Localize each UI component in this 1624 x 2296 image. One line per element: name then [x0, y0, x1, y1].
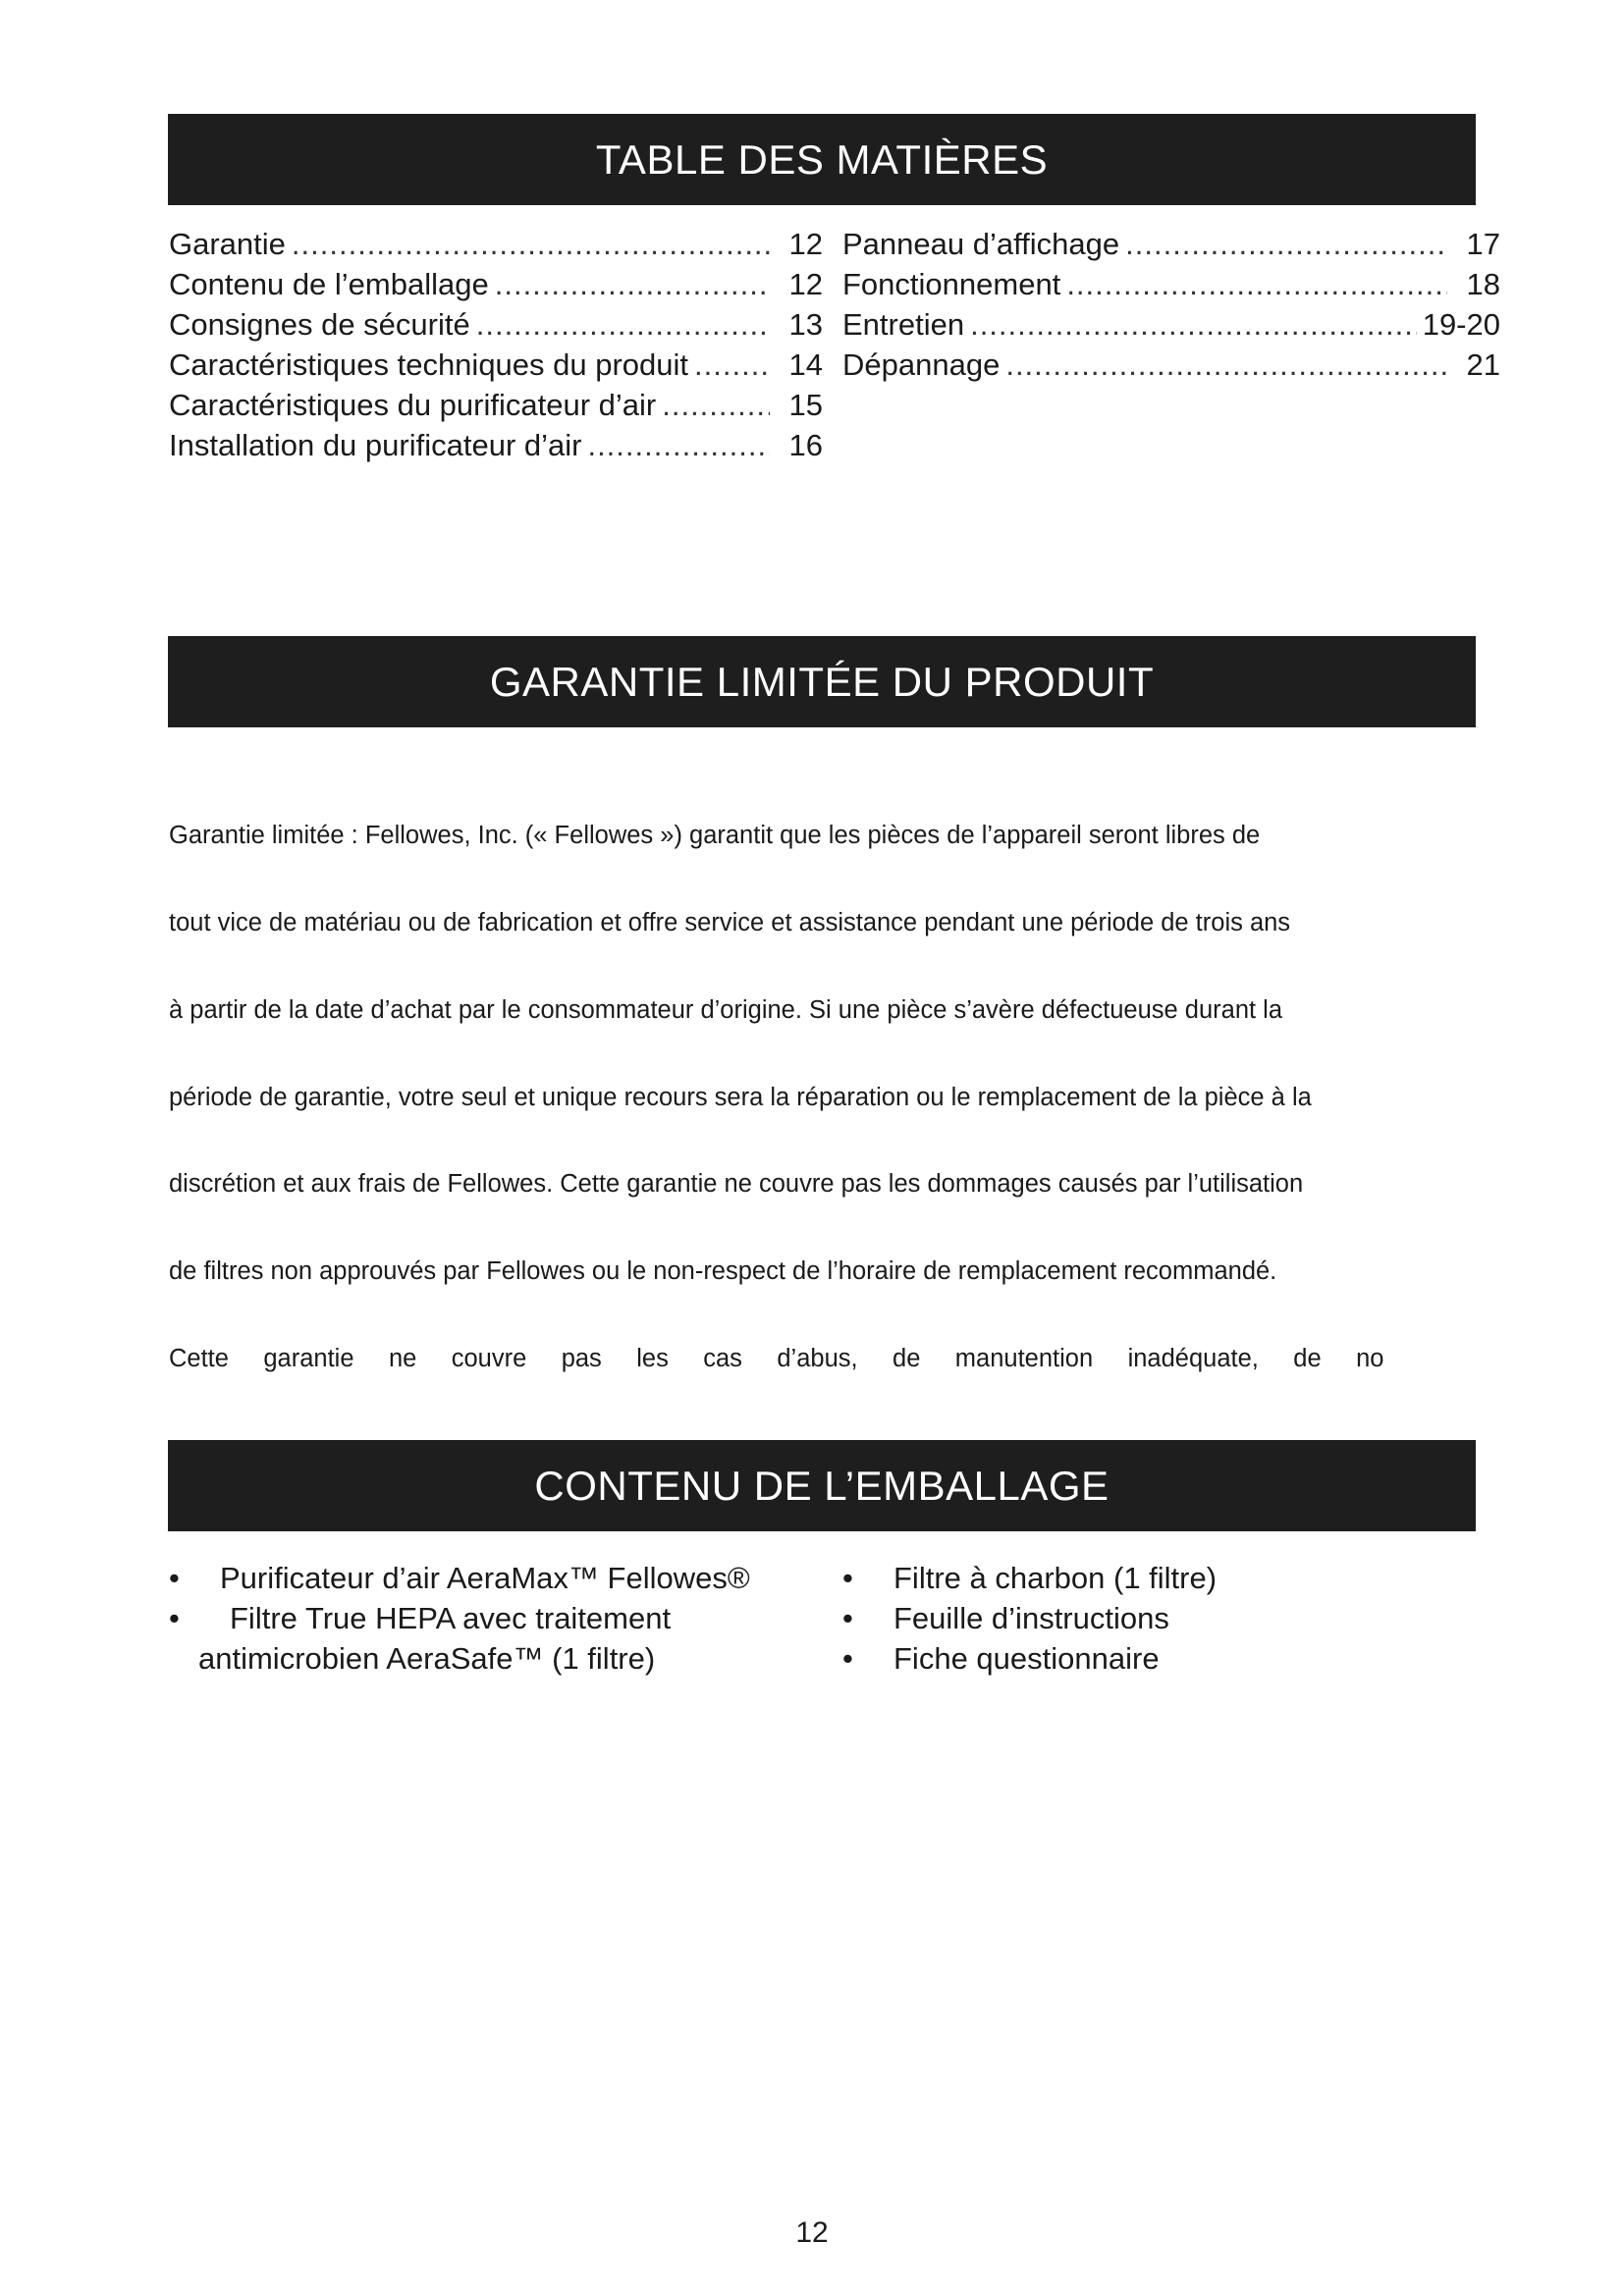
toc-entry-page: 12 [788, 227, 823, 261]
toc-entry-page: 19-20 [1422, 307, 1500, 342]
page-number: 12 [795, 2216, 829, 2249]
toc-entry-label: Caractéristiques du purificateur d’air [169, 388, 657, 422]
warranty-text [169, 764, 1543, 1382]
package-right-list [842, 1558, 1481, 1679]
package-left-list [169, 1558, 807, 1679]
toc-leader-dots [1005, 345, 1447, 385]
warranty-line: Cette garantie ne couvre pas les cas d’abus, de manutention inadéquate, de no [169, 1344, 1384, 1372]
toc-entry-label: Garantie [169, 227, 286, 261]
toc-left-column [169, 224, 823, 465]
package-title: CONTENU DE L’EMBALLAGE [534, 1463, 1110, 1509]
toc-entry-page: 15 [788, 388, 823, 422]
package-item [842, 1558, 1481, 1598]
toc-entry-label: Panneau d’affichage [842, 227, 1120, 261]
toc-leader-dots [292, 224, 770, 264]
toc-leader-dots [476, 304, 770, 345]
toc-entry[interactable] [169, 224, 823, 264]
toc-entry[interactable] [169, 385, 823, 425]
package-item-text: Feuille d’instructions [893, 1601, 1169, 1635]
toc-entry-page: 21 [1466, 347, 1500, 382]
warranty-title: GARANTIE LIMITÉE DU PRODUIT [489, 659, 1155, 705]
warranty-line: Garantie limitée : Fellowes, Inc. (« Fellowes ») garantit que les pièces de l’appareil seront libres de [169, 822, 1261, 850]
toc-entry-label: Consignes de sécurité [169, 307, 470, 342]
toc-entry-label: Dépannage [842, 347, 1001, 382]
toc-leader-dots [694, 345, 770, 385]
warranty-line: à partir de la date d’achat par le consommateur d’origine. Si une pièce s’avère défectueuse durant la [169, 995, 1283, 1024]
toc-entry-page: 16 [788, 428, 823, 462]
toc-entry-label: Caractéristiques techniques du produit [169, 347, 689, 382]
toc-leader-dots [1125, 224, 1447, 264]
package-item-text-continued: antimicrobien AeraSafe™ (1 filtre) [198, 1641, 656, 1676]
package-title-banner [168, 1440, 1476, 1531]
warranty-line: tout vice de matériau ou de fabrication et offre service et assistance pendant une période de trois ans [169, 908, 1291, 936]
toc-entry-page: 14 [788, 347, 823, 382]
package-item [842, 1638, 1481, 1679]
warranty-line: discrétion et aux frais de Fellowes. Cette garantie ne couvre pas les dommages causés par l’utilisation [169, 1170, 1304, 1199]
toc-leader-dots [1066, 264, 1447, 304]
toc-entry[interactable] [842, 264, 1500, 304]
toc-title: TABLE DES MATIÈRES [595, 136, 1049, 183]
warranty-title-banner [168, 636, 1476, 727]
package-item [169, 1598, 807, 1679]
warranty-line: période de garantie, votre seul et unique recours sera la réparation ou le remplacement de la pièce à la [169, 1083, 1312, 1111]
toc-leader-dots [662, 385, 770, 425]
package-item-text: Filtre à charbon (1 filtre) [893, 1561, 1218, 1595]
toc-leader-dots [970, 304, 1417, 345]
toc-entry[interactable] [169, 425, 823, 465]
toc-right-column [842, 224, 1500, 385]
toc-entry[interactable] [842, 345, 1500, 385]
package-item-text: Fiche questionnaire [893, 1641, 1160, 1676]
package-item-text: Purificateur d’air AeraMax™ Fellowes® [220, 1561, 750, 1595]
toc-entry-label: Contenu de l’emballage [169, 267, 489, 301]
package-item [842, 1598, 1481, 1638]
toc-leader-dots [495, 264, 770, 304]
toc-entry[interactable] [842, 304, 1500, 345]
toc-entry-page: 13 [788, 307, 823, 342]
toc-entry-page: 17 [1466, 227, 1500, 261]
toc-entry[interactable] [169, 304, 823, 345]
toc-entry-label: Installation du purificateur d’air [169, 428, 582, 462]
toc-entry[interactable] [169, 345, 823, 385]
toc-entry[interactable] [842, 224, 1500, 264]
package-item [169, 1558, 807, 1598]
toc-leader-dots [587, 425, 770, 465]
warranty-line: de filtres non approuvés par Fellowes ou le non-respect de l’horaire de remplacement recommandé. [169, 1257, 1277, 1286]
toc-title-banner [168, 114, 1476, 205]
toc-entry[interactable] [169, 264, 823, 304]
toc-entry-page: 12 [788, 267, 823, 301]
package-item-text: Filtre True HEPA avec traitement [230, 1601, 672, 1635]
toc-entry-label: Entretien [842, 307, 965, 342]
toc-entry-label: Fonctionnement [842, 267, 1061, 301]
toc-entry-page: 18 [1466, 267, 1500, 301]
